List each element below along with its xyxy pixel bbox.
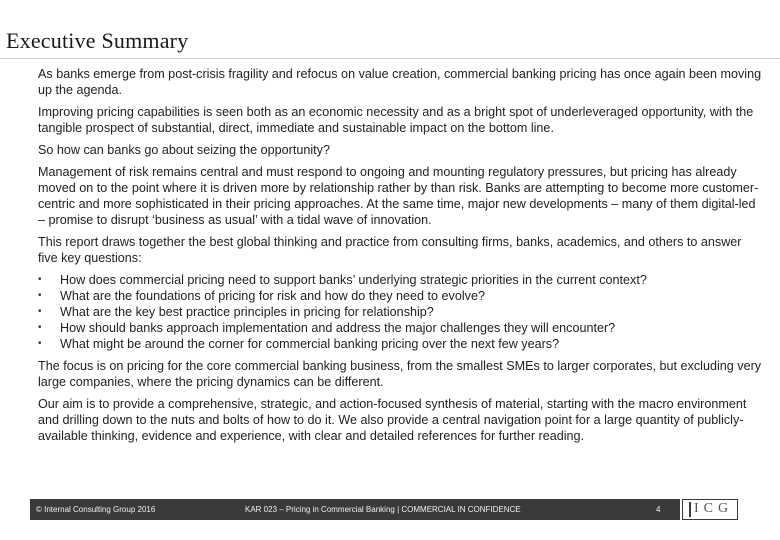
list-item: • How should banks approach implementation and address the major challenges they will encounter? — [38, 320, 764, 336]
list-item: • What are the key best practice principles in pricing for relationship? — [38, 304, 764, 320]
paragraph-report-scope: This report draws together the best global thinking and practice from consulting firms, banks, academics, and others to answer five key questions: — [38, 235, 742, 265]
title-divider — [0, 58, 780, 59]
paragraph-aim: Our aim is to provide a comprehensive, strategic, and action-focused synthesis of material, starting with the macro environment and drilling down to the nuts and bolts of how to do it. We also provide a central navigation point for a large quantity of publicly-available thinking, evidence and experience, with clear and detailed references for further reading. — [38, 397, 747, 443]
paragraph-question: So how can banks go about seizing the opportunity? — [38, 143, 330, 157]
footer-copyright: © Internal Consulting Group 2016 — [36, 505, 156, 514]
paragraph-opportunity: Improving pricing capabilities is seen both as an economic necessity and as a bright spot of underleveraged opportunity, with the tangible prospect of substantial, direct, immediate and sustainable impact on the bottom line. — [38, 105, 754, 135]
icg-logo — [682, 499, 738, 520]
key-questions-list — [38, 272, 764, 352]
page-number: 4 — [656, 505, 661, 514]
document-body — [38, 66, 764, 450]
list-item: • How does commercial pricing need to support banks’ underlying strategic priorities in the current context? — [38, 272, 764, 288]
footer-reference: KAR 023 – Pricing in Commercial Banking | COMMERCIAL IN CONFIDENCE — [245, 505, 521, 514]
list-item: • What might be around the corner for commercial banking pricing over the next few years? — [38, 336, 764, 352]
paragraph-intro: As banks emerge from post-crisis fragility and refocus on value creation, commercial banking pricing has once again been moving up the agenda. — [38, 67, 762, 97]
paragraph-risk: Management of risk remains central and must respond to ongoing and mounting regulatory pressures, but pricing has already moved on to the point where it is driven more by relationship rather by than risk. Banks are attempting to become more customer-centric and more sophisticated in their pricing approaches. At the same time, major new developments – many of them digital-led – promise to disrupt ‘business as usual’ with a tidal wave of innovation. — [38, 165, 759, 227]
logo-bar-mark — [689, 502, 691, 517]
footer-bar — [30, 499, 680, 520]
logo-text: ICG — [694, 501, 734, 516]
paragraph-focus: The focus is on pricing for the core commercial banking business, from the smallest SMEs to larger corporates, but excluding very large companies, where the pricing dynamics can be different. — [38, 359, 762, 389]
list-item: • What are the foundations of pricing for risk and how do they need to evolve? — [38, 288, 764, 304]
page-title: Executive Summary — [6, 28, 189, 53]
